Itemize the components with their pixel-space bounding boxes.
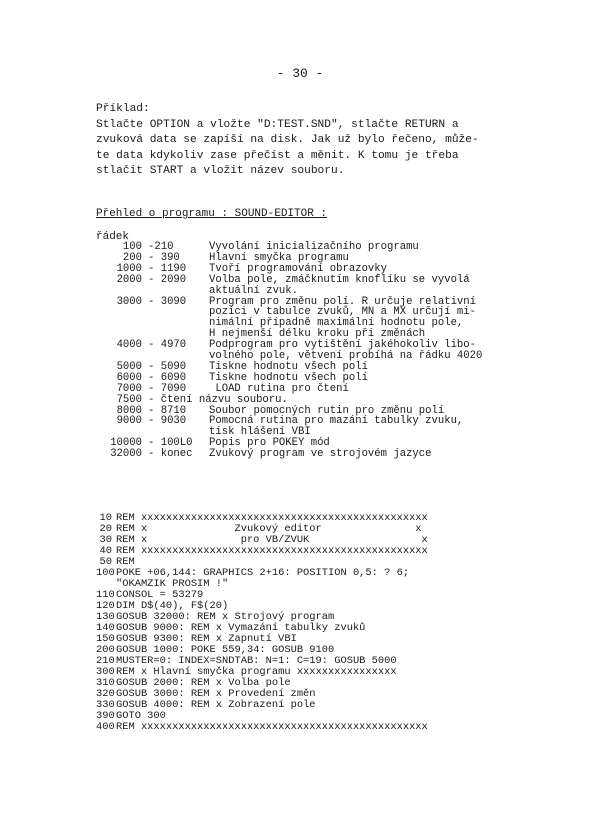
line-description: Popis pro POKEY mód — [209, 437, 330, 450]
line-from: 32000 — [110, 448, 142, 461]
line-number: 100 — [96, 567, 115, 579]
line-description: Podprogram pro vytištění jakéhokoliv libo- volného pole, větvení probíhá na řádku 4020 — [209, 339, 483, 363]
line-description: LOAD rutina pro čtení — [209, 382, 349, 395]
line-number: 10 — [99, 512, 112, 524]
line-from: 100 — [122, 241, 142, 253]
line-description: Program pro změnu polí. R určuje relativní pozici v tabulce zvuků, MN a MX určují mi- nimální případně maximální hodnotu pole, H nejmenší délku kroku při změnách — [209, 295, 477, 341]
line-description: Tvoří programování obrazovky — [209, 262, 388, 275]
overview-row — [96, 297, 536, 341]
line-to: - 4970 — [148, 339, 187, 352]
line-description: Vyvolání inicializačního programu — [209, 241, 419, 253]
code-text: GOSUB 9300: REM x Zapnutí VBI — [116, 633, 297, 645]
code-text: GOSUB 32000: REM x Strojový program — [116, 611, 335, 623]
line-number: 50 — [99, 556, 112, 568]
line-number: 130 — [96, 611, 115, 623]
line-to: - čtení názvu souboru. — [148, 393, 288, 406]
example-line: stlačit START a vložit název souboru. — [96, 165, 345, 177]
code-text: GOSUB 2000: REM x Volba pole — [116, 677, 291, 689]
line-from: 2000 — [116, 273, 142, 286]
line-number: 40 — [99, 545, 112, 557]
line-description: Pomocná rutina pro mazání tabulky zvuku, tisk hlášení VBI — [209, 415, 464, 439]
line-from: 7000 — [116, 382, 142, 395]
example-paragraph — [96, 102, 536, 180]
line-to: - 390 — [148, 251, 180, 264]
example-title: Příklad: — [96, 103, 150, 115]
line-number: 400 — [96, 721, 115, 733]
line-description: Zvukový program ve strojovém jazyce — [209, 448, 432, 461]
line-number: 30 — [99, 534, 112, 546]
code-text: GOSUB 4000: REM x Zobrazení pole — [116, 699, 316, 711]
line-description: Hlavní smyčka programu — [209, 251, 349, 264]
code-text: REM x Hlavní smyčka programu xxxxxxxxxxxxxxxx — [116, 666, 397, 678]
line-from: 3000 — [116, 295, 142, 308]
line-from: 200 — [122, 251, 142, 264]
line-from: 1000 — [116, 262, 142, 275]
code-line — [96, 722, 516, 733]
line-description: Soubor pomocných rutin pro změnu polí — [209, 404, 445, 417]
page-number: - 30 - — [276, 66, 324, 81]
line-number: 320 — [96, 688, 115, 700]
line-to: - 2090 — [148, 273, 187, 286]
line-number: 390 — [96, 710, 115, 722]
line-from: 9000 — [116, 415, 142, 428]
code-text: REM — [116, 556, 135, 568]
line-from: 4000 — [116, 339, 142, 352]
code-text: REM x Zvukový editor x — [116, 523, 422, 535]
line-from: 5000 — [116, 360, 142, 373]
example-line: zvuková data se zapíší na disk. Jak už bylo řečeno, může- — [96, 134, 479, 146]
line-from: 10000 — [110, 437, 142, 450]
line-description: Tiskne hodnotu všech polí — [209, 360, 368, 373]
code-text: MUSTER=0: INDEX=SNDTAB: N=1: C=19: GOSUB 5000 — [116, 655, 397, 667]
overview-row — [96, 275, 536, 297]
overview-row — [96, 340, 536, 362]
line-to: - 8710 — [148, 404, 187, 417]
line-to: - 3090 — [148, 295, 187, 308]
line-number: 200 — [96, 644, 115, 656]
code-text: "OKAMZIK PROSIM !" — [116, 578, 229, 590]
line-description: Volba pole, zmáčknutím knoflíku se vyvolá aktuální zvuk. — [209, 273, 470, 297]
program-overview-table — [96, 242, 536, 460]
overview-heading: Přehled o programu : SOUND-EDITOR : — [96, 208, 328, 220]
overview-row — [96, 449, 536, 460]
line-number: 300 — [96, 666, 115, 678]
basic-listing — [96, 513, 516, 733]
code-text: REM xxxxxxxxxxxxxxxxxxxxxxxxxxxxxxxxxxxxxxxxxxxxxx — [116, 512, 428, 524]
line-number: 110 — [96, 589, 115, 601]
code-text: REM xxxxxxxxxxxxxxxxxxxxxxxxxxxxxxxxxxxxxxxxxxxxxx — [116, 545, 428, 557]
code-text: POKE +06,144: GRAPHICS 2+16: POSITION 0,5: ? 6; — [116, 567, 410, 579]
line-number: 310 — [96, 677, 115, 689]
line-to: - 9030 — [148, 415, 187, 428]
code-text: GOSUB 1000: POKE 559,34: GOSUB 9100 — [116, 644, 335, 656]
line-number: 210 — [96, 655, 115, 667]
line-to: - konec — [148, 448, 193, 461]
line-number: 20 — [99, 523, 112, 535]
code-text: DIM D$(40), F$(20) — [116, 600, 229, 612]
line-description: Tiskne hodnotu všech polí — [209, 371, 368, 384]
line-from: 7500 — [116, 393, 142, 406]
line-from: 8000 — [116, 404, 142, 417]
code-text: GOTO 300 — [116, 710, 166, 722]
line-to: - 7090 — [148, 382, 187, 395]
line-to: - 6090 — [148, 371, 187, 384]
line-column-label: řádek — [96, 231, 130, 243]
example-line: te data kdykoliv zase přečíst a měnit. K tomu je třeba — [96, 149, 459, 162]
line-number: 150 — [96, 633, 115, 645]
line-to: - 100L0 — [148, 437, 193, 450]
line-number: 120 — [96, 600, 115, 612]
code-line — [96, 546, 516, 557]
code-text: CONSOL = 53279 — [116, 589, 204, 601]
line-to: -210 — [148, 241, 174, 253]
code-text: GOSUB 9000: REM x Vymazání tabulky zvuků — [116, 622, 366, 634]
example-line: Stlačte OPTION a vložte "D:TEST.SND", stlačte RETURN a — [96, 118, 459, 131]
line-number: 140 — [96, 622, 115, 634]
code-text: GOSUB 3000: REM x Provedení změn — [116, 688, 316, 700]
line-number: 330 — [96, 699, 115, 711]
code-text: REM x pro VB/ZVUK x — [116, 534, 428, 546]
overview-row — [96, 416, 536, 438]
code-text: REM xxxxxxxxxxxxxxxxxxxxxxxxxxxxxxxxxxxxxxxxxxxxxx — [116, 721, 428, 733]
line-from: 6000 — [116, 371, 142, 384]
line-to: - 1190 — [148, 262, 187, 275]
line-to: - 5090 — [148, 360, 187, 373]
overview-row — [96, 395, 536, 406]
